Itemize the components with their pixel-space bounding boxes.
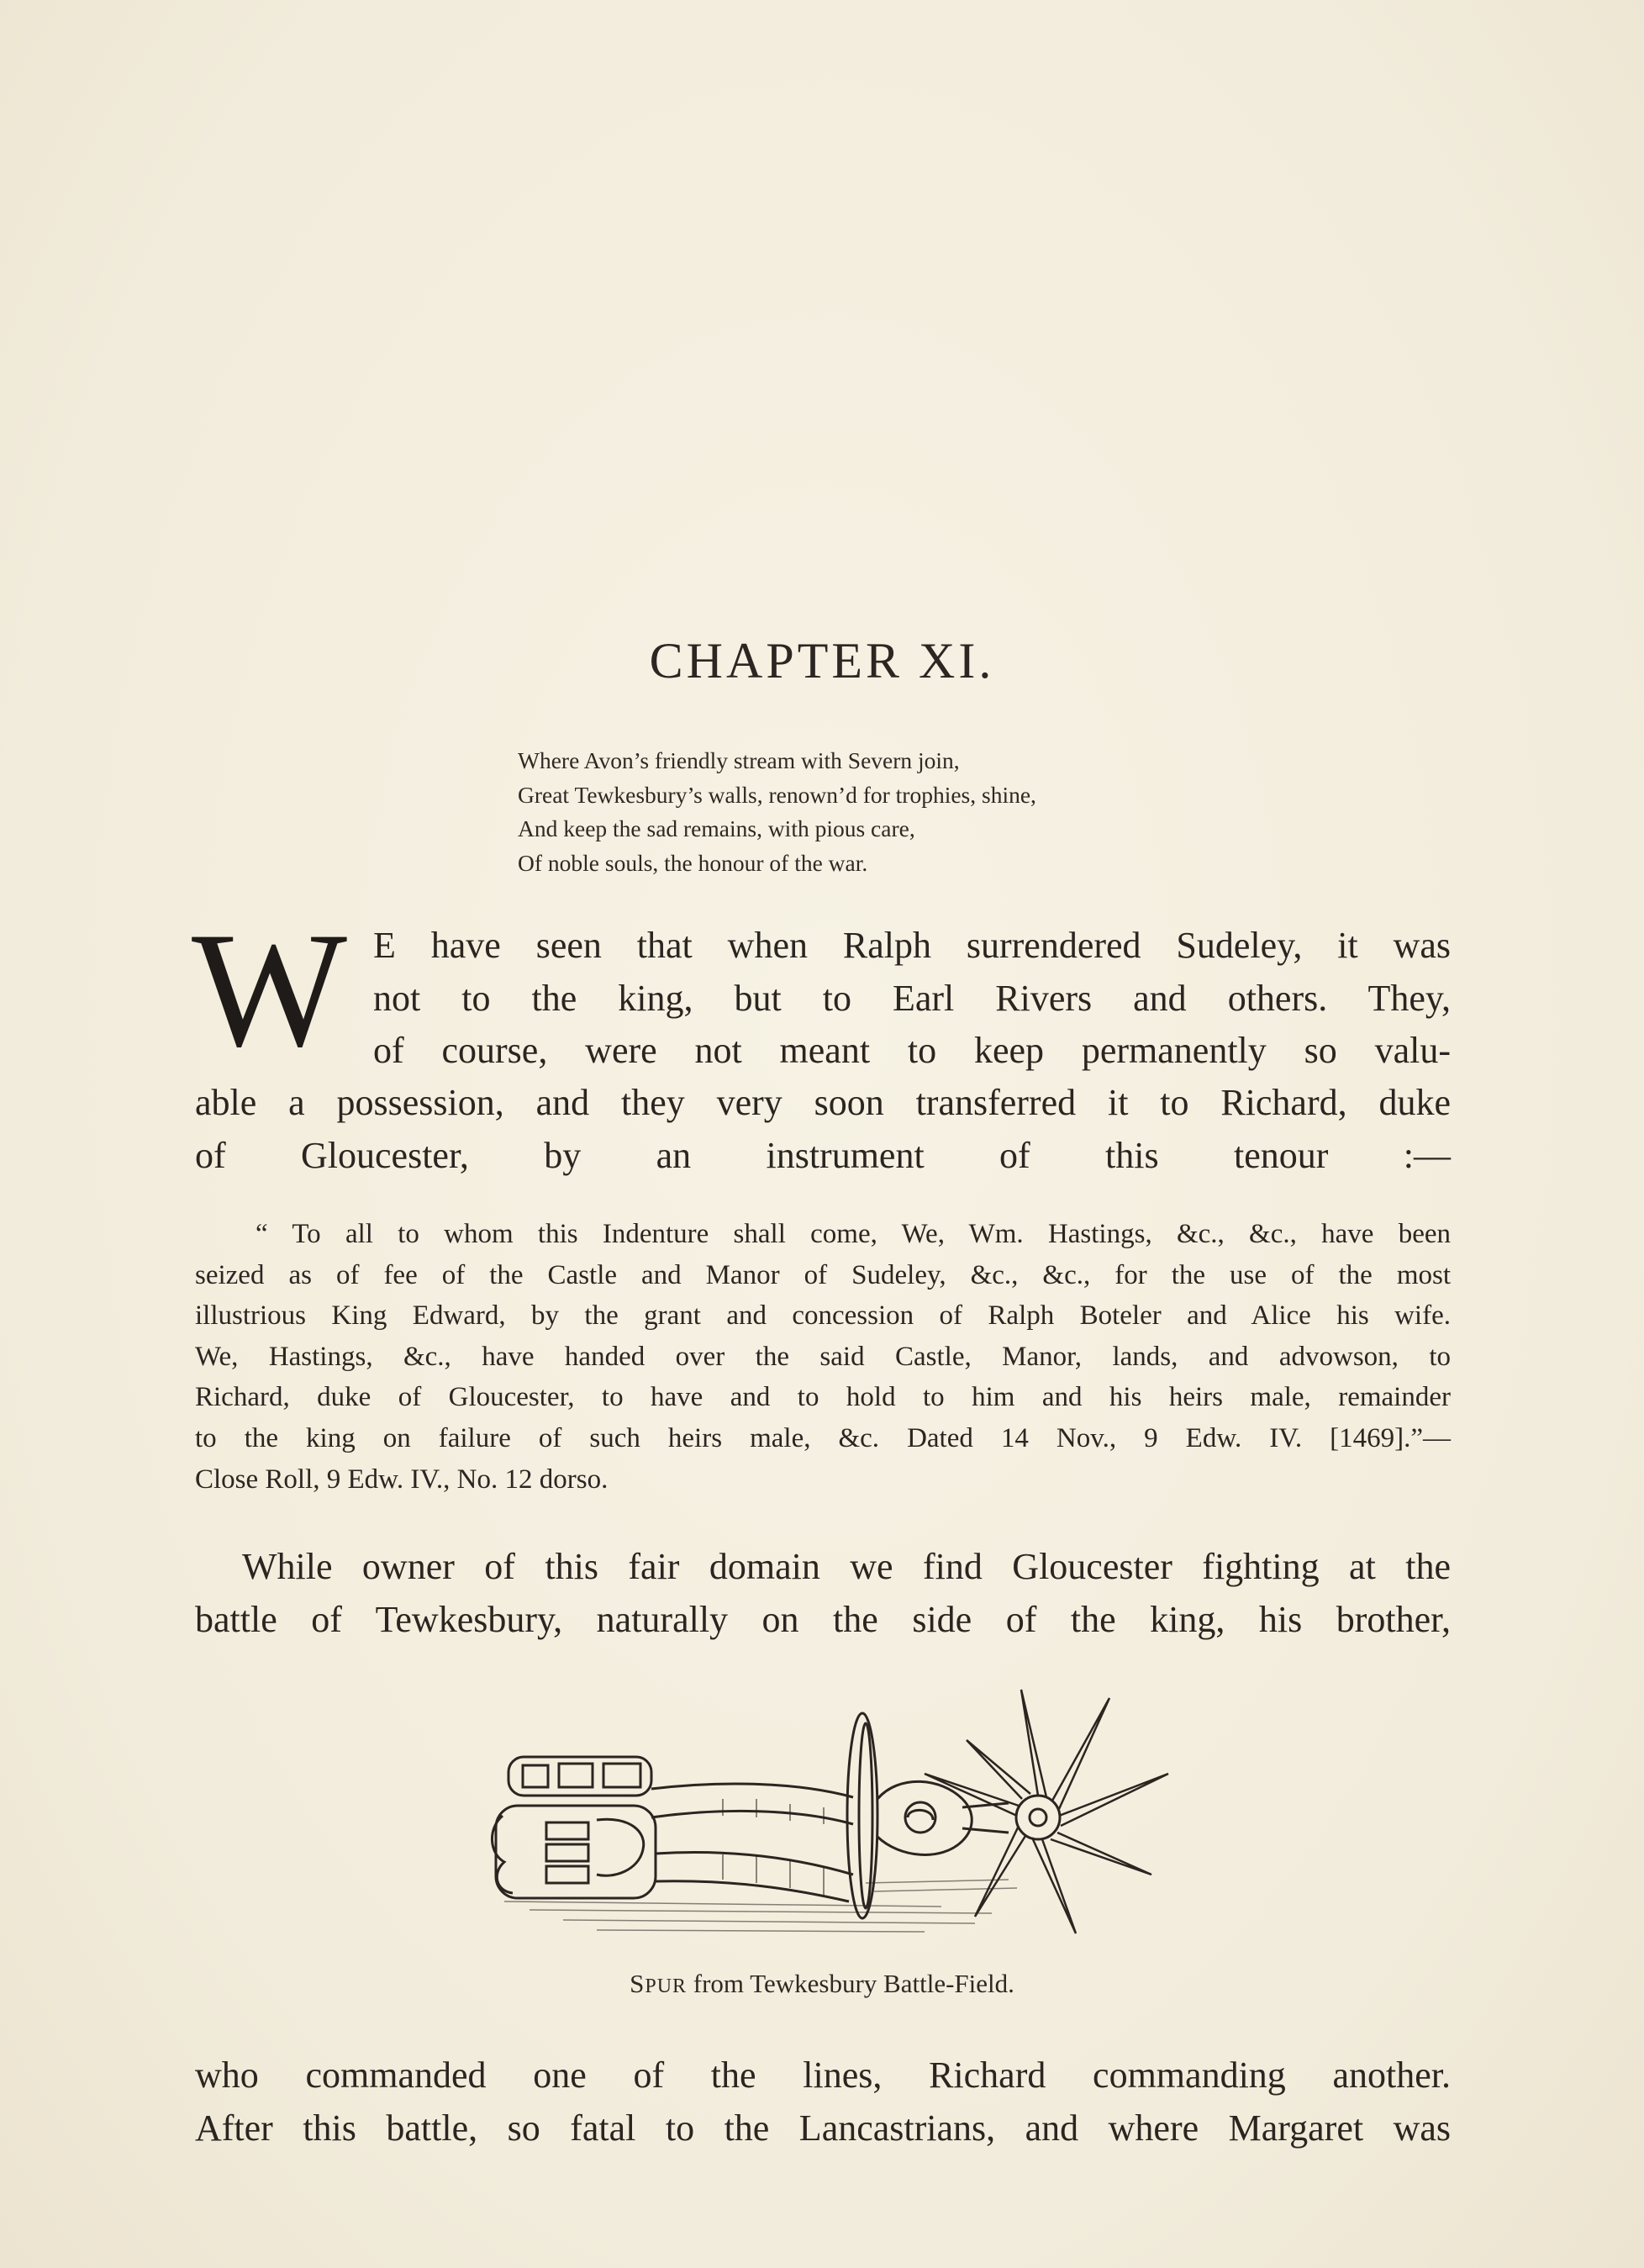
quote-line: Close Roll, 9 Edw. IV., No. 12 dorso. [195,1464,609,1495]
body-line: While owner of this fair domain we find Gloucester fighting at the [242,1546,1451,1587]
quote-line: Richard, duke of Gloucester, to have and to hold to him and his heirs male, remainder [195,1382,1451,1413]
caption-smallcaps-rest: PUR [645,1975,688,1997]
quote-line: illustrious King Edward, by the grant and concession of Ralph Boteler and Alice his wife. [195,1300,1451,1332]
body-line: of course, were not meant to keep permanently so valu- [373,1030,1451,1071]
epigraph-line: Where Avon’s friendly stream with Severn join, [518,747,960,773]
body-line: who commanded one of the lines, Richard commanding another. [195,2054,1451,2096]
paragraph-3 [195,2049,1451,2155]
quote-line: We, Hastings, &c., have handed over the said Castle, Manor, lands, and advowson, to [195,1341,1451,1372]
paragraph-2 [195,1541,1451,1646]
drop-cap: W [192,899,347,1081]
body-line: of Gloucester, by an instrument of this tenour :— [195,1134,1451,1176]
epigraph-line: Great Tewkesbury’s walls, renown’d for trophies, shine, [518,781,1036,808]
body-line: After this battle, so fatal to the Lancastrians, and where Margaret was [195,2107,1451,2149]
quote-line: “ To all to whom this Indenture shall come, We, Wm. Hastings, &c., &c., have been [256,1219,1451,1249]
body-line: E have seen that when Ralph surrendered Sudeley, it was [373,925,1451,966]
body-line: battle of Tewkesbury, naturally on the side of the king, his brother, [195,1598,1451,1640]
block-quote [195,1214,1451,1500]
caption-text: from Tewkesbury Battle-Field. [687,1969,1014,1998]
chapter-title: CHAPTER XI. [649,633,995,688]
paragraph-1-indented [373,920,1451,1078]
quote-line: seized as of fee of the Castle and Manor of Sudeley, &c., &c., for the use of the most [195,1259,1451,1290]
epigraph [518,744,1274,880]
caption-smallcaps-first: S [630,1969,645,1998]
body-line: not to the king, but to Earl Rivers and others. They, [373,977,1451,1019]
epigraph-line: And keep the sad remains, with pious care, [518,815,915,841]
quote-line: to the king on failure of such heirs male, &c. Dated 14 Nov., 9 Edw. IV. [1469].”— [195,1422,1451,1453]
figure-caption [0,1969,1644,1999]
epigraph-line: Of noble souls, the honour of the war. [518,849,868,876]
spur-illustration [471,1681,1177,1950]
paragraph-1-full [195,1077,1451,1182]
body-line: able a possession, and they very soon transferred it to Richard, duke [195,1082,1451,1123]
